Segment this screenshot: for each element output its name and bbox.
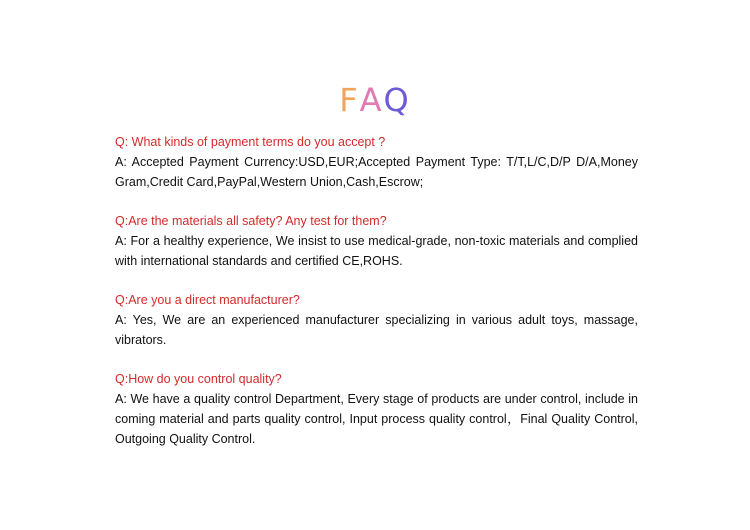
faq-heading (0, 80, 750, 120)
faq-question: Q:How do you control quality? (115, 372, 282, 386)
faq-heading-letter-q: Q (383, 81, 411, 119)
faq-answer: A: Yes, We are an experienced manufacturer specializing in various adult toys, massage, vibrators. (115, 313, 638, 347)
faq-item-quality (115, 369, 638, 449)
faq-answer: A: For a healthy experience, We insist to use medical-grade, non-toxic materials and complied with international standards and certified CE,ROHS. (115, 234, 638, 268)
faq-heading-letter-a: A (359, 81, 384, 119)
faq-item-manufacturer (115, 290, 638, 350)
faq-question: Q:Are the materials all safety? Any test for them? (115, 214, 387, 228)
faq-item-payment (115, 132, 638, 192)
faq-answer: A: Accepted Payment Currency:USD,EUR;Accepted Payment Type: T/T,L/C,D/P D/A,Money Gram,Credit Card,PayPal,Western Union,Cash,Escrow; (115, 155, 638, 189)
faq-question: Q: What kinds of payment terms do you accept ? (115, 135, 386, 149)
faq-answer: A: We have a quality control Department, Every stage of products are under control, include in coming material and parts quality control, Input process quality control，Final Quality Control, Outgoing Quality Control. (115, 392, 638, 446)
faq-list (115, 132, 638, 468)
faq-item-materials (115, 211, 638, 271)
faq-heading-letter-f: F (339, 81, 360, 119)
faq-question: Q:Are you a direct manufacturer? (115, 293, 300, 307)
